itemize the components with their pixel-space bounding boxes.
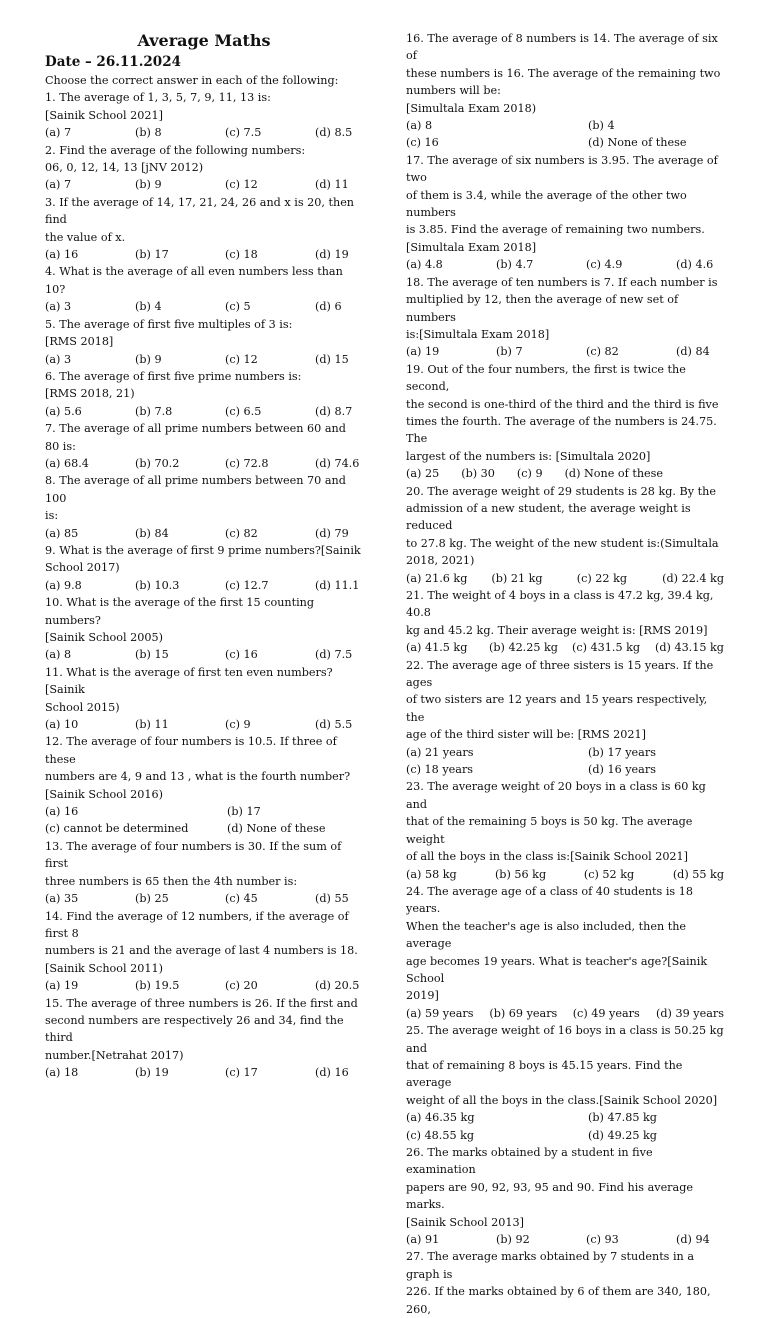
answer-option: (a) 91	[406, 1233, 440, 1247]
question-text-line: 26. The marks obtained by a student in five examination	[406, 1146, 653, 1177]
answer-option: (d) 8.5	[315, 126, 353, 140]
question-block	[406, 30, 724, 152]
option-row	[45, 176, 363, 193]
answer-option: (b) 15	[135, 648, 169, 662]
answer-option: (c) 17	[225, 1066, 258, 1080]
option-row	[45, 124, 363, 141]
answer-option: (c) 18	[225, 248, 258, 262]
answer-option: (d) 74.6	[315, 456, 360, 470]
question-text-line: [Simultala Exam 2018]	[406, 240, 537, 254]
answer-option: (d) 6	[315, 300, 342, 314]
question-text-line: age of the third sister will be: [RMS 2021]	[406, 728, 647, 742]
answer-option: (c) 82	[225, 526, 258, 540]
instruction-text: Choose the correct answer in each of the following:	[45, 74, 339, 87]
question-text-line: 23. The average weight of 20 boys in a class is 60 kg and	[406, 780, 706, 811]
page-title: Average Maths	[137, 31, 271, 50]
answer-option: (b) 47.85 kg	[588, 1111, 657, 1125]
question-block	[45, 263, 363, 315]
answer-option: (c) 12	[225, 178, 258, 192]
question-text-line: 2018, 2021)	[406, 554, 475, 568]
question-block	[45, 368, 363, 420]
question-text-line: times the fourth. The average of the numbers is 24.75. The	[406, 414, 717, 446]
question-block	[406, 483, 724, 587]
answer-option: (a) 25	[406, 467, 440, 481]
question-text-line: 4. What is the average of all even numbers less than 10?	[45, 265, 343, 296]
answer-option: (d) 39 years	[656, 1006, 724, 1020]
answer-option: (d) 55 kg	[672, 867, 724, 881]
question-text-line: 3. If the average of 14, 17, 21, 24, 26 and x is 20, then find	[45, 195, 355, 227]
question-text-line: 18. The average of ten numbers is 7. If each number is	[406, 275, 718, 289]
question-block	[45, 472, 363, 542]
question-text-line: numbers is 21 and the average of last 4 numbers is 18.	[45, 944, 358, 958]
question-block	[406, 1022, 724, 1144]
question-list-right	[406, 30, 724, 1318]
answer-option: (d) 4.6	[676, 258, 714, 272]
option-grid	[406, 1109, 724, 1144]
option-row	[45, 716, 363, 733]
question-text-line: 21. The weight of 4 boys in a class is 47.2 kg, 39.4 kg, 40.8	[406, 589, 714, 620]
question-text-line: School 2017)	[45, 561, 120, 575]
answer-option: (b) 4	[135, 300, 162, 314]
answer-option: (d) 11	[315, 178, 349, 192]
question-text-line: that of the remaining 5 boys is 50 kg. The average weight	[406, 815, 693, 846]
answer-option: (d) 94	[676, 1233, 710, 1247]
answer-option: (d) 43.15 kg	[655, 641, 724, 655]
question-block	[406, 1248, 724, 1318]
question-text-line: [RMS 2018, 21)	[45, 387, 135, 401]
question-text-line: number.[Netrahat 2017)	[45, 1048, 184, 1062]
answer-option: (b) 70.2	[135, 456, 180, 470]
answer-option: (b) 19	[135, 1066, 169, 1080]
question-text-line: is 3.85. Find the average of remaining two numbers.	[406, 223, 705, 237]
question-text-line: 2019]	[406, 989, 439, 1003]
question-text-line: multiplied by 12, then the average of new set of numbers	[406, 293, 679, 324]
answer-option: (d) None of these	[588, 136, 687, 150]
answer-option: (d) 16	[315, 1066, 349, 1080]
question-block	[45, 594, 363, 664]
question-block	[45, 733, 363, 837]
option-row	[45, 525, 363, 542]
question-text-line: 17. The average of six numbers is 3.95. The average of two	[406, 153, 718, 185]
answer-option: (c) cannot be determined	[45, 822, 189, 836]
answer-option: (d) 19	[315, 248, 349, 262]
question-text-line: these numbers is 16. The average of the remaining two	[406, 66, 721, 80]
answer-option: (b) 10.3	[135, 578, 180, 592]
question-text-line: [Sainik School 2011)	[45, 961, 163, 975]
question-text-line: 13. The average of four numbers is 30. If the sum of first	[45, 839, 342, 871]
answer-option: (d) 22.4 kg	[662, 571, 724, 585]
answer-option: (b) 21 kg	[491, 571, 543, 585]
answer-option: (c) 72.8	[225, 456, 269, 470]
question-text-line: weight of all the boys in the class.[Sainik School 2020]	[406, 1093, 718, 1107]
option-grid	[406, 117, 724, 152]
question-text-line: [Sainik School 2016)	[45, 787, 163, 801]
question-block	[45, 908, 363, 995]
question-text-line: admission of a new student, the average weight is reduced	[406, 501, 691, 533]
question-text-line: 226. If the marks obtained by 6 of them are 340, 180, 260,	[406, 1285, 711, 1316]
question-text-line: School 2015)	[45, 700, 120, 714]
answer-option: (c) 12	[225, 352, 258, 366]
question-block	[406, 883, 724, 1022]
question-text-line: 15. The average of three numbers is 26. If the first and	[45, 996, 358, 1010]
answer-option: (a) 10	[45, 718, 79, 732]
question-text-line: [Sainik School 2005)	[45, 631, 163, 644]
option-row	[45, 1064, 363, 1081]
answer-option: (a) 9.8	[45, 578, 82, 592]
answer-option: (a) 3	[45, 300, 72, 314]
answer-option: (b) 30	[461, 467, 495, 481]
question-text-line: the value of x.	[45, 230, 126, 244]
answer-option: (c) 6.5	[225, 404, 262, 418]
answer-option: (c) 5	[225, 300, 251, 314]
answer-option: (d) 11.1	[315, 578, 360, 592]
question-text-line: the second is one-third of the third and the third is five	[406, 397, 719, 411]
option-row	[45, 298, 363, 315]
answer-option: (c) 16	[406, 136, 439, 150]
option-row	[406, 570, 724, 587]
question-block	[45, 142, 363, 194]
option-row	[406, 866, 724, 883]
question-text-line: numbers will be:	[406, 84, 501, 98]
question-text-line: 6. The average of first five prime numbers is:	[45, 369, 302, 383]
question-text-line: [Simultala Exam 2018)	[406, 101, 537, 115]
answer-option: (a) 58 kg	[406, 867, 457, 881]
answer-option: (d) 84	[676, 345, 710, 359]
answer-option: (c) 16	[225, 648, 258, 662]
answer-option: (d) None of these	[564, 467, 664, 481]
question-text-line: [RMS 2018]	[45, 335, 114, 349]
answer-option: (a) 19	[406, 345, 440, 359]
answer-option: (d) 79	[315, 526, 349, 540]
answer-option: (b) 11	[135, 718, 169, 732]
question-text-line: 11. What is the average of first ten even numbers?[Sainik	[45, 665, 333, 697]
answer-option: (d) 15	[315, 352, 349, 366]
question-text-line: 06, 0, 12, 14, 13 [jNV 2012)	[45, 161, 204, 175]
option-row	[45, 890, 363, 907]
question-text-line: is:[Simultala Exam 2018]	[406, 327, 550, 341]
answer-option: (c) 4.9	[586, 258, 623, 272]
date-line: Date – 26.11.2024	[45, 54, 181, 70]
answer-option: (c) 52 kg	[583, 867, 635, 881]
answer-option: (c) 93	[586, 1233, 619, 1247]
left-column	[45, 30, 363, 1082]
answer-option: (b) 4	[588, 119, 615, 133]
question-text-line: [Sainik School 2021]	[45, 108, 163, 122]
question-text-line: largest of the numbers is: [Simultala 2020]	[406, 449, 651, 463]
question-block	[45, 316, 363, 368]
question-block	[45, 995, 363, 1082]
question-block	[406, 274, 724, 361]
answer-option: (a) 85	[45, 526, 79, 540]
option-row	[45, 351, 363, 368]
answer-option: (a) 3	[45, 352, 72, 366]
answer-option: (a) 5.6	[45, 404, 82, 418]
answer-option: (d) 7.5	[315, 648, 353, 662]
answer-option: (b) 7.8	[135, 404, 173, 418]
question-text-line: is:	[45, 509, 59, 523]
answer-option: (a) 7	[45, 178, 72, 192]
answer-option: (d) 8.7	[315, 404, 353, 418]
option-row	[45, 977, 363, 994]
question-block	[45, 420, 363, 472]
question-block	[45, 664, 363, 734]
answer-option: (a) 19	[45, 979, 79, 993]
answer-option: (b) 42.25 kg	[489, 641, 558, 655]
answer-option: (b) 9	[135, 352, 162, 366]
answer-option: (c) 20	[225, 979, 258, 993]
answer-option: (c) 49 years	[572, 1006, 640, 1020]
answer-option: (c) 22 kg	[576, 571, 628, 585]
answer-option: (c) 45	[225, 892, 258, 906]
answer-option: (c) 7.5	[225, 126, 262, 140]
question-text-line: 25. The average weight of 16 boys in a class is 50.25 kg and	[406, 1024, 724, 1055]
question-text-line: 20. The average weight of 29 students is 28 kg. By the	[406, 484, 716, 498]
question-text-line: 2. Find the average of the following numbers:	[45, 143, 306, 157]
answer-option: (a) 16	[45, 248, 79, 262]
option-row	[45, 455, 363, 472]
answer-option: (d) 55	[315, 892, 349, 906]
answer-option: (b) 7	[496, 345, 523, 359]
answer-option: (b) 19.5	[135, 979, 180, 993]
answer-option: (d) 49.25 kg	[588, 1128, 657, 1142]
option-grid	[45, 803, 363, 838]
answer-option: (a) 21.6 kg	[406, 571, 468, 585]
question-block	[406, 587, 724, 657]
question-text-line: 24. The average age of a class of 40 students is 18 years.	[406, 884, 693, 916]
question-text-line: numbers are 4, 9 and 13 , what is the fourth number?	[45, 770, 351, 784]
answer-option: (a) 21 years	[406, 745, 474, 759]
question-text-line: 8. The average of all prime numbers between 70 and 100	[45, 474, 346, 505]
question-block	[406, 361, 724, 483]
answer-option: (b) 84	[135, 526, 169, 540]
answer-option: (b) 9	[135, 178, 162, 192]
answer-option: (b) 92	[496, 1233, 530, 1247]
answer-option: (c) 9	[225, 718, 251, 732]
answer-option: (a) 41.5 kg	[406, 641, 468, 655]
question-text-line: 9. What is the average of first 9 prime numbers?[Sainik	[45, 543, 361, 557]
question-text-line: that of remaining 8 boys is 45.15 years. Find the average	[406, 1058, 683, 1090]
question-block	[45, 194, 363, 264]
answer-option: (a) 18	[45, 1066, 79, 1080]
answer-option: (a) 8	[406, 119, 433, 133]
question-text-line: 19. Out of the four numbers, the first is twice the second,	[406, 362, 686, 394]
answer-option: (d) 16 years	[588, 763, 656, 777]
answer-option: (b) 4.7	[496, 258, 534, 272]
answer-option: (a) 4.8	[406, 258, 443, 272]
question-text-line: 27. The average marks obtained by 7 students in a graph is	[406, 1250, 694, 1281]
question-text-line: 22. The average age of three sisters is 15 years. If the ages	[406, 658, 714, 690]
option-row	[406, 1231, 724, 1248]
question-text-line: three numbers is 65 then the 4th number is:	[45, 874, 298, 888]
question-text-line: of two sisters are 12 years and 15 years respectively, the	[406, 693, 708, 724]
answer-option: (c) 431.5 kg	[572, 641, 641, 655]
option-grid	[406, 744, 724, 779]
question-list-left	[45, 89, 363, 1081]
question-block	[45, 838, 363, 908]
question-text-line: 10. What is the average of the first 15 counting numbers?	[45, 596, 315, 627]
answer-option: (c) 18 years	[406, 763, 474, 777]
answer-option: (a) 59 years	[406, 1006, 474, 1020]
answer-option: (d) 5.5	[315, 718, 353, 732]
option-row	[45, 403, 363, 420]
question-text-line: 12. The average of four numbers is 10.5. If three of these	[45, 735, 337, 766]
question-text-line: 5. The average of first five multiples of 3 is:	[45, 317, 293, 331]
answer-option: (a) 16	[45, 805, 79, 819]
question-text-line: of all the boys in the class is:[Sainik School 2021]	[406, 850, 689, 864]
option-row	[406, 465, 724, 482]
answer-option: (d) 20.5	[315, 979, 360, 993]
answer-option: (a) 7	[45, 126, 72, 140]
answer-option: (b) 17	[227, 805, 261, 819]
question-block	[45, 89, 363, 141]
question-text-line: second numbers are respectively 26 and 34, find the third	[45, 1013, 344, 1045]
question-text-line: [Sainik School 2013]	[406, 1215, 524, 1229]
option-row	[406, 1005, 724, 1022]
question-text-line: age becomes 19 years. What is teacher's age?[Sainik School	[406, 954, 708, 985]
answer-option: (c) 9	[516, 467, 543, 481]
answer-option: (b) 8	[135, 126, 162, 140]
question-text-line: to 27.8 kg. The weight of the new student is:(Simultala	[406, 536, 719, 550]
option-row	[45, 577, 363, 594]
answer-option: (b) 56 kg	[494, 867, 547, 881]
option-row	[406, 343, 724, 360]
question-text-line: kg and 45.2 kg. Their average weight is: [RMS 2019]	[406, 623, 708, 637]
answer-option: (a) 35	[45, 892, 79, 906]
answer-option: (a) 68.4	[45, 456, 89, 470]
answer-option: (c) 48.55 kg	[406, 1128, 475, 1142]
question-text-line: 14. Find the average of 12 numbers, if the average of first 8	[45, 909, 349, 940]
answer-option: (c) 12.7	[225, 578, 269, 592]
question-text-line: of them is 3.4, while the average of the other two numbers	[406, 188, 687, 220]
question-block	[406, 778, 724, 882]
question-block	[406, 152, 724, 274]
option-row	[406, 639, 724, 656]
option-row	[406, 256, 724, 273]
answer-option: (b) 17 years	[588, 745, 656, 759]
answer-option: (b) 17	[135, 248, 169, 262]
question-block	[45, 542, 363, 594]
question-text-line: 1. The average of 1, 3, 5, 7, 9, 11, 13 is:	[45, 91, 271, 105]
answer-option: (d) None of these	[227, 822, 326, 836]
question-text-line: When the teacher's age is also included, then the average	[406, 919, 687, 951]
answer-option: (a) 8	[45, 648, 72, 662]
right-column	[406, 30, 724, 1318]
question-text-line: 7. The average of all prime numbers between 60 and 80 is:	[45, 422, 346, 453]
question-block	[406, 657, 724, 779]
answer-option: (b) 69 years	[489, 1006, 558, 1020]
option-row	[45, 246, 363, 263]
question-text-line: 16. The average of 8 numbers is 14. The average of six of	[406, 32, 718, 63]
question-text-line: papers are 90, 92, 93, 95 and 90. Find his average marks.	[406, 1180, 693, 1212]
question-block	[406, 1144, 724, 1248]
answer-option: (b) 25	[135, 892, 169, 906]
answer-option: (a) 46.35 kg	[406, 1111, 475, 1125]
answer-option: (c) 82	[586, 345, 619, 359]
option-row	[45, 646, 363, 663]
